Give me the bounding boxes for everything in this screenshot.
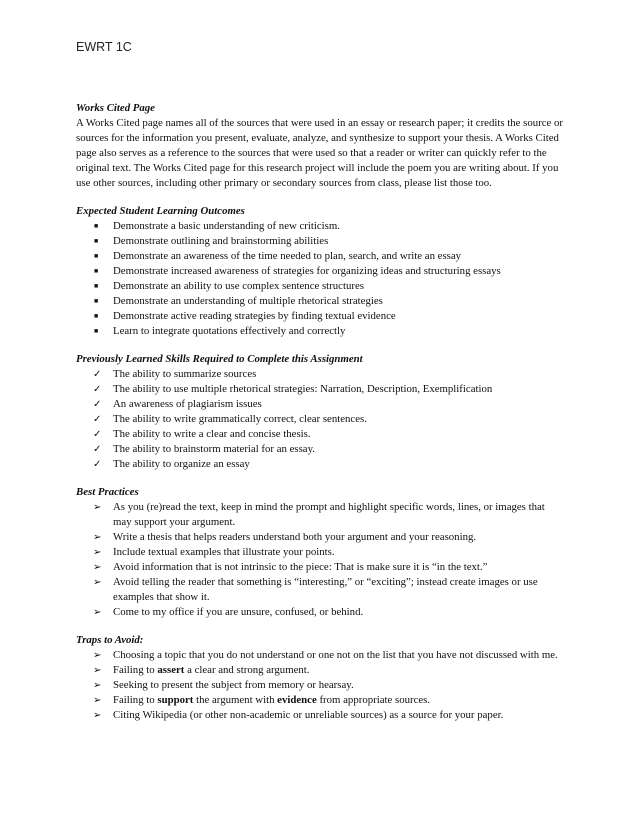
section-title: Works Cited Page xyxy=(76,102,155,114)
square-bullet-icon: ■ xyxy=(94,252,99,260)
list-item-text: Seeking to present the subject from memory or hearsay. xyxy=(113,679,354,691)
list-item xyxy=(76,367,566,382)
checkmark-icon: ✓ xyxy=(93,384,102,395)
square-bullet-icon: ■ xyxy=(94,237,99,245)
list-item-text: Demonstrate active reading strategies by finding textual evidence xyxy=(113,310,396,322)
list-item-text: Demonstrate an awareness of the time needed to plan, search, and write an essay xyxy=(113,250,462,262)
text-run: Failing to xyxy=(113,694,158,706)
best-practices-section xyxy=(76,485,566,620)
list-item xyxy=(76,693,566,708)
list-item-text: As you (re)read the text, keep in mind the prompt and highlight specific words, lines, or images that may support your argument. xyxy=(113,501,545,528)
list-item xyxy=(76,412,566,427)
list-item-text: The ability to summarize sources xyxy=(113,368,257,380)
list-item xyxy=(76,575,566,605)
works-cited-section xyxy=(76,101,566,191)
text-run: Failing to xyxy=(113,664,158,676)
list-item xyxy=(76,560,566,575)
list-item xyxy=(76,294,566,309)
list-item xyxy=(76,279,566,294)
square-bullet-icon: ■ xyxy=(94,327,99,335)
section-title: Expected Student Learning Outcomes xyxy=(76,205,245,217)
arrow-bullet-icon: ➢ xyxy=(93,607,102,618)
list-item-text: Avoid telling the reader that something is “interesting,” or “exciting”; instead create images or use examples that show it. xyxy=(113,576,538,603)
list-item xyxy=(76,545,566,560)
square-bullet-icon: ■ xyxy=(94,282,99,290)
list-item xyxy=(76,249,566,264)
outcomes-section xyxy=(76,204,566,339)
list-item xyxy=(76,605,566,620)
skills-list xyxy=(76,367,566,472)
square-bullet-icon: ■ xyxy=(94,297,99,305)
text-run: the argument with xyxy=(193,694,278,706)
list-item xyxy=(76,663,566,678)
arrow-bullet-icon: ➢ xyxy=(93,547,102,558)
list-item xyxy=(76,427,566,442)
list-item-text: The ability to write grammatically correct, clear sentences. xyxy=(113,413,367,425)
list-item xyxy=(76,324,566,339)
checkmark-icon: ✓ xyxy=(93,429,102,440)
skills-section xyxy=(76,352,566,472)
text-run: a clear and strong argument. xyxy=(184,664,310,676)
section-title: Traps to Avoid: xyxy=(76,634,144,646)
list-item xyxy=(76,648,566,663)
document-body xyxy=(76,101,566,736)
section-title: Previously Learned Skills Required to Complete this Assignment xyxy=(76,353,363,365)
list-item xyxy=(76,708,566,723)
list-item-text: Demonstrate outlining and brainstorming abilities xyxy=(113,235,329,247)
arrow-bullet-icon: ➢ xyxy=(93,577,102,588)
page-header: EWRT 1C xyxy=(76,40,132,54)
emphasis-word: support xyxy=(157,694,194,706)
list-item xyxy=(76,530,566,545)
list-item-text: An awareness of plagiarism issues xyxy=(113,398,262,410)
list-item xyxy=(76,219,566,234)
best-practices-list xyxy=(76,500,566,620)
checkmark-icon: ✓ xyxy=(93,459,102,470)
arrow-bullet-icon: ➢ xyxy=(93,710,102,721)
list-item-text: Choosing a topic that you do not understand or one not on the list that you have not discussed with me. xyxy=(113,649,558,661)
emphasis-word: evidence xyxy=(277,694,317,706)
list-item-text xyxy=(113,664,310,676)
arrow-bullet-icon: ➢ xyxy=(93,695,102,706)
list-item-text: Demonstrate an understanding of multiple rhetorical strategies xyxy=(113,295,383,307)
checkmark-icon: ✓ xyxy=(93,369,102,380)
traps-section xyxy=(76,633,566,723)
list-item-text: Demonstrate an ability to use complex sentence structures xyxy=(113,280,364,292)
works-cited-paragraph: A Works Cited page names all of the sources that were used in an essay or research paper; it credits the source or sources for the information you present, evaluate, analyze, and synthesize to support your thesis. A Works Cited page also serves as a reference to the sources that were used so that a reader or writer can quickly refer to the original text. The Works Cited page for this research project will include the poem you are writing about. If you use other sources, including other primary or secondary sources from class, please list those too. xyxy=(76,117,564,189)
text-run: from appropriate sources. xyxy=(316,694,431,706)
arrow-bullet-icon: ➢ xyxy=(93,532,102,543)
list-item-text: Write a thesis that helps readers understand both your argument and your reasoning. xyxy=(113,531,477,543)
traps-list xyxy=(76,648,566,723)
arrow-bullet-icon: ➢ xyxy=(93,650,102,661)
arrow-bullet-icon: ➢ xyxy=(93,665,102,676)
list-item-text: The ability to use multiple rhetorical strategies: Narration, Description, Exemplification xyxy=(113,383,493,395)
list-item-text: Learn to integrate quotations effectively and correctly xyxy=(113,325,346,337)
list-item-text: Citing Wikipedia (or other non-academic or unreliable sources) as a source for your paper. xyxy=(113,709,504,721)
list-item-text: Demonstrate a basic understanding of new criticism. xyxy=(113,220,340,232)
list-item-text: Avoid information that is not intrinsic to the piece: That is make sure it is “in the text.” xyxy=(113,561,488,573)
square-bullet-icon: ■ xyxy=(94,267,99,275)
list-item-text xyxy=(113,694,430,706)
arrow-bullet-icon: ➢ xyxy=(93,680,102,691)
list-item-text: Include textual examples that illustrate your points. xyxy=(113,546,335,558)
list-item xyxy=(76,500,566,530)
list-item-text: Demonstrate increased awareness of strategies for organizing ideas and structuring essays xyxy=(113,265,501,277)
arrow-bullet-icon: ➢ xyxy=(93,502,102,513)
list-item xyxy=(76,397,566,412)
checkmark-icon: ✓ xyxy=(93,414,102,425)
list-item xyxy=(76,442,566,457)
list-item-text: The ability to organize an essay xyxy=(113,458,250,470)
list-item xyxy=(76,678,566,693)
list-item-text: The ability to write a clear and concise thesis. xyxy=(113,428,311,440)
list-item xyxy=(76,382,566,397)
list-item xyxy=(76,457,566,472)
list-item xyxy=(76,264,566,279)
outcomes-list xyxy=(76,219,566,339)
square-bullet-icon: ■ xyxy=(94,222,99,230)
section-title: Best Practices xyxy=(76,486,139,498)
checkmark-icon: ✓ xyxy=(93,399,102,410)
checkmark-icon: ✓ xyxy=(93,444,102,455)
square-bullet-icon: ■ xyxy=(94,312,99,320)
list-item xyxy=(76,234,566,249)
list-item xyxy=(76,309,566,324)
list-item-text: Come to my office if you are unsure, confused, or behind. xyxy=(113,606,364,618)
emphasis-word: assert xyxy=(157,664,185,676)
arrow-bullet-icon: ➢ xyxy=(93,562,102,573)
list-item-text: The ability to brainstorm material for an essay. xyxy=(113,443,315,455)
